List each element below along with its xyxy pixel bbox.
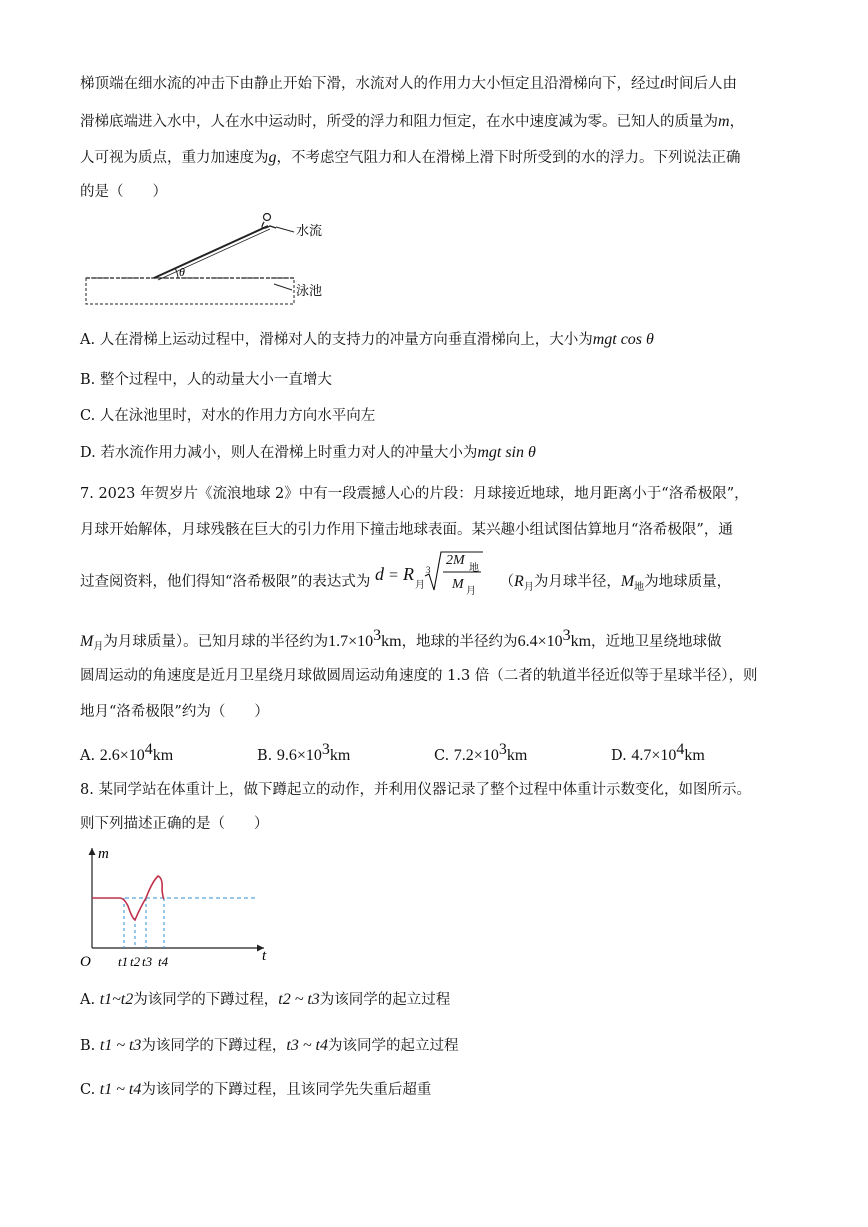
option-interval: t1 ~ t4 xyxy=(99,1081,142,1098)
formula-r: R xyxy=(402,564,414,584)
option-value: 9.6×10 xyxy=(276,746,322,764)
origin-label: O xyxy=(80,954,91,970)
option-value: 7.2×10 xyxy=(453,746,499,764)
option-interval: t2 ~ t3 xyxy=(278,991,320,1008)
option-prefix: C. xyxy=(80,1082,96,1098)
option-text: 为该同学的下蹲过程， xyxy=(141,1038,287,1054)
q7-line-3 xyxy=(80,553,732,606)
root-index: 3 xyxy=(425,565,431,575)
q8-text: 8. 某同学站在体重计上，做下蹲起立的动作，并利用仪器记录了整个过程中体重计示数变化，如图所示。 xyxy=(80,782,751,798)
q6-option-a[interactable] xyxy=(80,330,654,350)
moon-radius-exp: 3 xyxy=(373,627,382,644)
q6-option-c[interactable] xyxy=(80,406,375,426)
q6-stem-line-3 xyxy=(80,148,741,168)
q7-text: 为地球质量， xyxy=(644,574,732,590)
q7-option-c[interactable] xyxy=(434,740,527,766)
formula-denominator-sub: 月 xyxy=(465,586,476,597)
option-prefix: A. xyxy=(80,747,96,764)
y-axis-label: m xyxy=(98,846,109,862)
tick-t2: t2 xyxy=(130,954,141,969)
option-text: 若水流作用力减小，则人在滑梯上时重力对人的冲量大小为 xyxy=(100,445,478,461)
q6-option-b[interactable] xyxy=(80,370,332,390)
q8-option-b[interactable] xyxy=(80,1036,458,1056)
earth-radius-exp: 3 xyxy=(562,627,571,644)
option-interval: t3 ~ t4 xyxy=(286,1037,328,1054)
var-g: g xyxy=(268,149,277,166)
option-unit: km xyxy=(684,746,705,764)
option-text: 人在泳池里时，对水的作用力方向水平向左 xyxy=(99,408,376,424)
water-leader-line xyxy=(276,227,294,232)
q8-option-c[interactable] xyxy=(80,1080,431,1100)
option-prefix: A. xyxy=(80,992,96,1008)
q8-line-1 xyxy=(80,780,751,800)
option-text: 为该同学的起立过程 xyxy=(327,1038,459,1054)
sub-moon: 月 xyxy=(93,641,104,653)
q6-stem-text: 时间后人由 xyxy=(664,76,737,92)
option-exp: 4 xyxy=(676,741,685,758)
option-prefix: D. xyxy=(80,445,96,461)
option-interval: t1~t2 xyxy=(99,991,134,1008)
option-text: 为该同学的起立过程 xyxy=(319,992,451,1008)
x-axis-label: t xyxy=(262,948,267,964)
q6-stem-text: ，不考虑空气阻力和人在滑梯上滑下时所受到的水的浮力。下列说法正确 xyxy=(276,150,741,166)
option-text: 为该同学的下蹲过程，且该同学先失重后超重 xyxy=(141,1082,432,1098)
q8-text: 则下列描述正确的是（ ） xyxy=(80,816,269,832)
formula-d: d xyxy=(374,564,384,584)
earth-radius: 6.4×10 xyxy=(517,632,563,650)
q6-option-d[interactable] xyxy=(80,443,536,463)
q6-stem-line-4 xyxy=(80,182,167,202)
moon-radius: 1.7×10 xyxy=(328,632,374,650)
q7-text: 为月球半径， xyxy=(533,574,621,590)
q7-text: 圆周运动的角速度是近月卫星绕月球做圆周运动角速度的 1.3 倍（二者的轨道半径近似等于星球半径），则 xyxy=(80,668,758,684)
q7-text: 7. 2023 年贺岁片《流浪地球 2》中有一段震撼人心的片段：月球接近地球，地月距离小于“洛希极限”， xyxy=(80,486,749,502)
unit-km: km xyxy=(381,632,402,650)
option-exp: 4 xyxy=(144,741,153,758)
option-prefix: C. xyxy=(434,747,450,764)
scale-reading-graph xyxy=(78,842,278,972)
option-formula: mgt cos θ xyxy=(592,331,654,348)
sub-earth: 地 xyxy=(634,581,645,593)
q6-stem-text: 的是（ ） xyxy=(80,184,167,200)
option-prefix: B. xyxy=(257,747,273,764)
tick-t4: t4 xyxy=(158,954,169,969)
var-m-earth: M xyxy=(620,573,635,590)
option-exp: 3 xyxy=(498,741,507,758)
angle-arc xyxy=(175,268,178,278)
q7-option-b[interactable] xyxy=(257,740,350,766)
option-text: 为该同学的下蹲过程， xyxy=(133,992,279,1008)
option-prefix: D. xyxy=(611,747,627,764)
var-r-moon: R xyxy=(514,573,524,590)
slide-line xyxy=(154,226,268,278)
q8-option-a[interactable] xyxy=(80,990,450,1010)
q7-text: （ xyxy=(499,574,515,590)
pool-leader-line xyxy=(274,284,292,290)
q7-line-5 xyxy=(80,666,758,686)
sub-moon: 月 xyxy=(523,581,534,593)
option-prefix: B. xyxy=(80,1038,96,1054)
q7-text: 过查阅资料，他们得知“洛希极限”的表达式为 xyxy=(80,574,371,590)
option-prefix: A. xyxy=(80,332,96,348)
q7-line-1 xyxy=(80,484,749,504)
angle-theta-label: θ xyxy=(179,265,185,279)
formula-denominator: M xyxy=(451,577,464,592)
q7-text: 地月“洛希极限”约为（ ） xyxy=(80,704,269,720)
q7-line-2 xyxy=(80,520,733,540)
q7-option-a[interactable] xyxy=(80,740,173,766)
q7-line-4 xyxy=(80,626,722,658)
person-head xyxy=(264,214,271,221)
option-interval: t1 ~ t3 xyxy=(99,1037,142,1054)
tick-t1: t1 xyxy=(118,954,129,969)
q7-line-6 xyxy=(80,702,269,722)
formula-numerator: 2M xyxy=(445,553,465,568)
option-unit: km xyxy=(329,746,351,764)
option-exp: 3 xyxy=(321,741,330,758)
q8-line-2 xyxy=(80,814,269,834)
q6-stem-text: 梯顶端在细水流的冲击下由静止开始下滑，水流对人的作用力大小恒定且沿滑梯向下，经过 xyxy=(80,76,660,92)
option-unit: km xyxy=(152,746,174,764)
q6-stem-text: 滑梯底端进入水中，人在水中运动时，所受的浮力和阻力恒定，在水中速度减为零。已知人的质量为 xyxy=(80,114,718,130)
tick-t3: t3 xyxy=(142,954,153,969)
option-formula: mgt sin θ xyxy=(477,444,536,461)
q6-stem-text: 人可视为质点，重力加速度为 xyxy=(80,150,269,166)
roche-formula: d = R 月 3 2M 地 M 月 xyxy=(375,566,495,586)
q7-option-d[interactable] xyxy=(611,740,705,766)
pool-outline xyxy=(86,278,294,304)
pool-label: 泳池 xyxy=(296,284,323,299)
q7-text: 为月球质量）。已知月球的半径约为 xyxy=(103,633,329,650)
slide-figure xyxy=(80,210,360,310)
q6-stem-text: ， xyxy=(729,114,745,130)
option-prefix: B. xyxy=(80,372,96,388)
option-value: 2.6×10 xyxy=(99,746,145,764)
water-flow-label: 水流 xyxy=(296,224,323,239)
var-m: m xyxy=(718,113,730,130)
q6-stem-line-1 xyxy=(80,74,737,94)
q7-text: 月球开始解体，月球残骸在巨大的引力作用下撞击地球表面。某兴趣小组试图估算地月“洛希极限”，通 xyxy=(80,522,733,538)
option-unit: km xyxy=(506,746,528,764)
q7-text: ，地球的半径约为 xyxy=(401,633,518,650)
var-t: t xyxy=(660,75,665,92)
option-text: 人在滑梯上运动过程中，滑梯对人的支持力的冲量方向垂直滑梯向上，大小为 xyxy=(99,332,593,348)
q7-text: ，近地卫星绕地球做 xyxy=(591,633,722,650)
option-value: 4.7×10 xyxy=(631,746,677,764)
formula-r-sub: 月 xyxy=(414,580,425,591)
var-m-moon: M xyxy=(80,632,94,650)
formula-numerator-sub: 地 xyxy=(468,563,479,574)
option-text: 整个过程中，人的动量大小一直增大 xyxy=(99,372,332,388)
q6-stem-line-2 xyxy=(80,112,744,132)
unit-km: km xyxy=(570,632,592,650)
option-prefix: C. xyxy=(80,408,96,424)
slide-line-inner xyxy=(158,229,270,280)
